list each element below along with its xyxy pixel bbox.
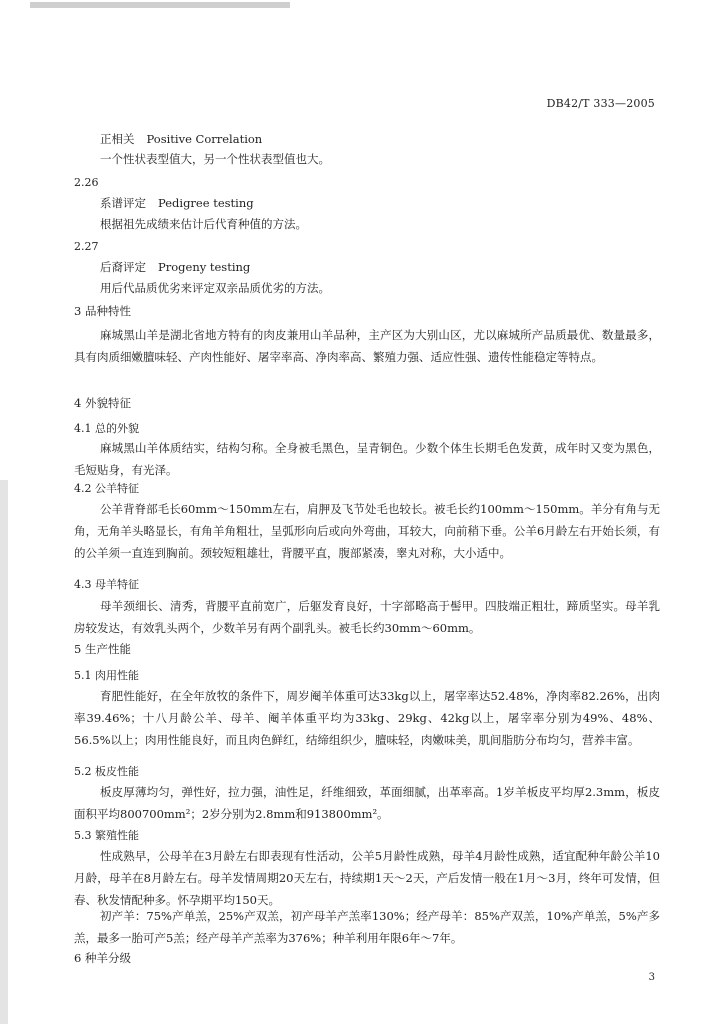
section-number: 4.1 总的外貌 xyxy=(74,422,139,435)
section-number: 5.1 肉用性能 xyxy=(74,669,139,682)
section-number: 4.2 公羊特征 xyxy=(74,482,139,495)
section-heading: 6 种羊分级 xyxy=(74,951,131,965)
term-definition: 根据祖先成绩来估计后代育种值的方法。 xyxy=(100,217,307,231)
scan-left-edge xyxy=(0,480,8,1024)
paragraph: 母羊颈细长、清秀，背腰平直前宽广，后躯发育良好，十字部略高于髻甲。四肢端正粗壮，蹄质坚实。母羊乳房较发达，有效乳头两个，少数羊另有两个副乳头。被毛长约30mm～60mm。 xyxy=(74,599,660,635)
paragraph: 初产羊：75%产单羔，25%产双羔，初产母羊产羔率130%；经产母羊：85%产双羔，10%产单羔，5%产多羔，最多一胎可产5羔；经产母羊产羔率为376%；种羊利用年限6年～7年。 xyxy=(74,909,660,945)
term-english: Pedigree testing xyxy=(158,196,254,210)
term-chinese: 后裔评定 xyxy=(100,260,146,274)
paragraph: 麻城黑山羊体质结实，结构匀称。全身被毛黑色，呈青铜色。少数个体生长期毛色发黄，成年时又变为黑色，毛短贴身，有光泽。 xyxy=(74,441,660,477)
section-heading: 3 品种特性 xyxy=(74,304,131,318)
scan-top-band xyxy=(30,2,290,8)
section-number: 5.2 板皮性能 xyxy=(74,765,139,778)
term-english: Progeny testing xyxy=(158,260,251,274)
term-entry xyxy=(74,256,686,278)
section-number: 2.26 xyxy=(74,176,99,189)
page-number: 3 xyxy=(648,972,655,983)
paragraph: 公羊背脊部毛长60mm～150mm左右，肩胛及飞节处毛也较长。被毛长约100mm～150mm。羊分有角与无角，无角羊头略显长，有角羊角粗壮，呈弧形向后或向外弯曲，耳较大，向前稍下垂。公羊6月龄左右开始长须，有的公羊须一直连到胸前。颈较短粗雄壮，背腰平直，腹部紧凑，睾丸对称，大小适中。 xyxy=(74,502,660,560)
paragraph: 性成熟早，公母羊在3月龄左右即表现有性活动，公羊5月龄性成熟，母羊4月龄性成熟，适宜配种年龄公羊10月龄，母羊在8月龄左右。母羊发情周期20天左右，持续期1天～2天，产后发情一般在1月～3月，终年可发情，但春、秋发情配种多。怀孕期平均150天。 xyxy=(74,849,660,907)
term-chinese: 系谱评定 xyxy=(100,196,146,210)
term-definition: 用后代品质优劣来评定双亲品质优劣的方法。 xyxy=(100,281,330,295)
term-entry xyxy=(74,192,686,214)
section-number: 2.27 xyxy=(74,240,99,253)
section-number: 5.3 繁殖性能 xyxy=(74,829,139,842)
paragraph: 育肥性能好，在全年放牧的条件下，周岁阉羊体重可达33kg以上，屠宰率达52.48%，净肉率82.26%，出肉率39.46%；十八月龄公羊、母羊、阉羊体重平均为33kg、29kg、42kg以上，屠宰率分别为49%、48%、56.5%以上；肉用性能良好，而且肉色鲜红，结缔组织少，膻味轻，肉嫩味美，肌间脂肪分布均匀，营养丰富。 xyxy=(74,689,660,747)
term-entry xyxy=(74,128,686,150)
section-number: 4.3 母羊特征 xyxy=(74,578,139,591)
section-heading: 5 生产性能 xyxy=(74,642,131,656)
paragraph: 板皮厚薄均匀，弹性好，拉力强，油性足，纤维细致，革面细腻，出革率高。1岁羊板皮平均厚2.3mm，板皮面积平均800700mm²；2岁分别为2.8mm和913800mm²。 xyxy=(74,785,660,821)
paragraph: 麻城黑山羊是湖北省地方特有的肉皮兼用山羊品种，主产区为大别山区，尤以麻城所产品质最优、数量最多，具有肉质细嫩膻味轻、产肉性能好、屠宰率高、净肉率高、繁殖力强、适应性强、遗传性能稳定等特点。 xyxy=(74,328,660,364)
term-definition: 一个性状表型值大，另一个性状表型值也大。 xyxy=(100,152,330,166)
standard-code: DB42/T 333—2005 xyxy=(546,97,655,110)
section-heading: 4 外貌特征 xyxy=(74,396,131,410)
term-chinese: 正相关 xyxy=(100,132,135,146)
term-english: Positive Correlation xyxy=(146,132,263,146)
